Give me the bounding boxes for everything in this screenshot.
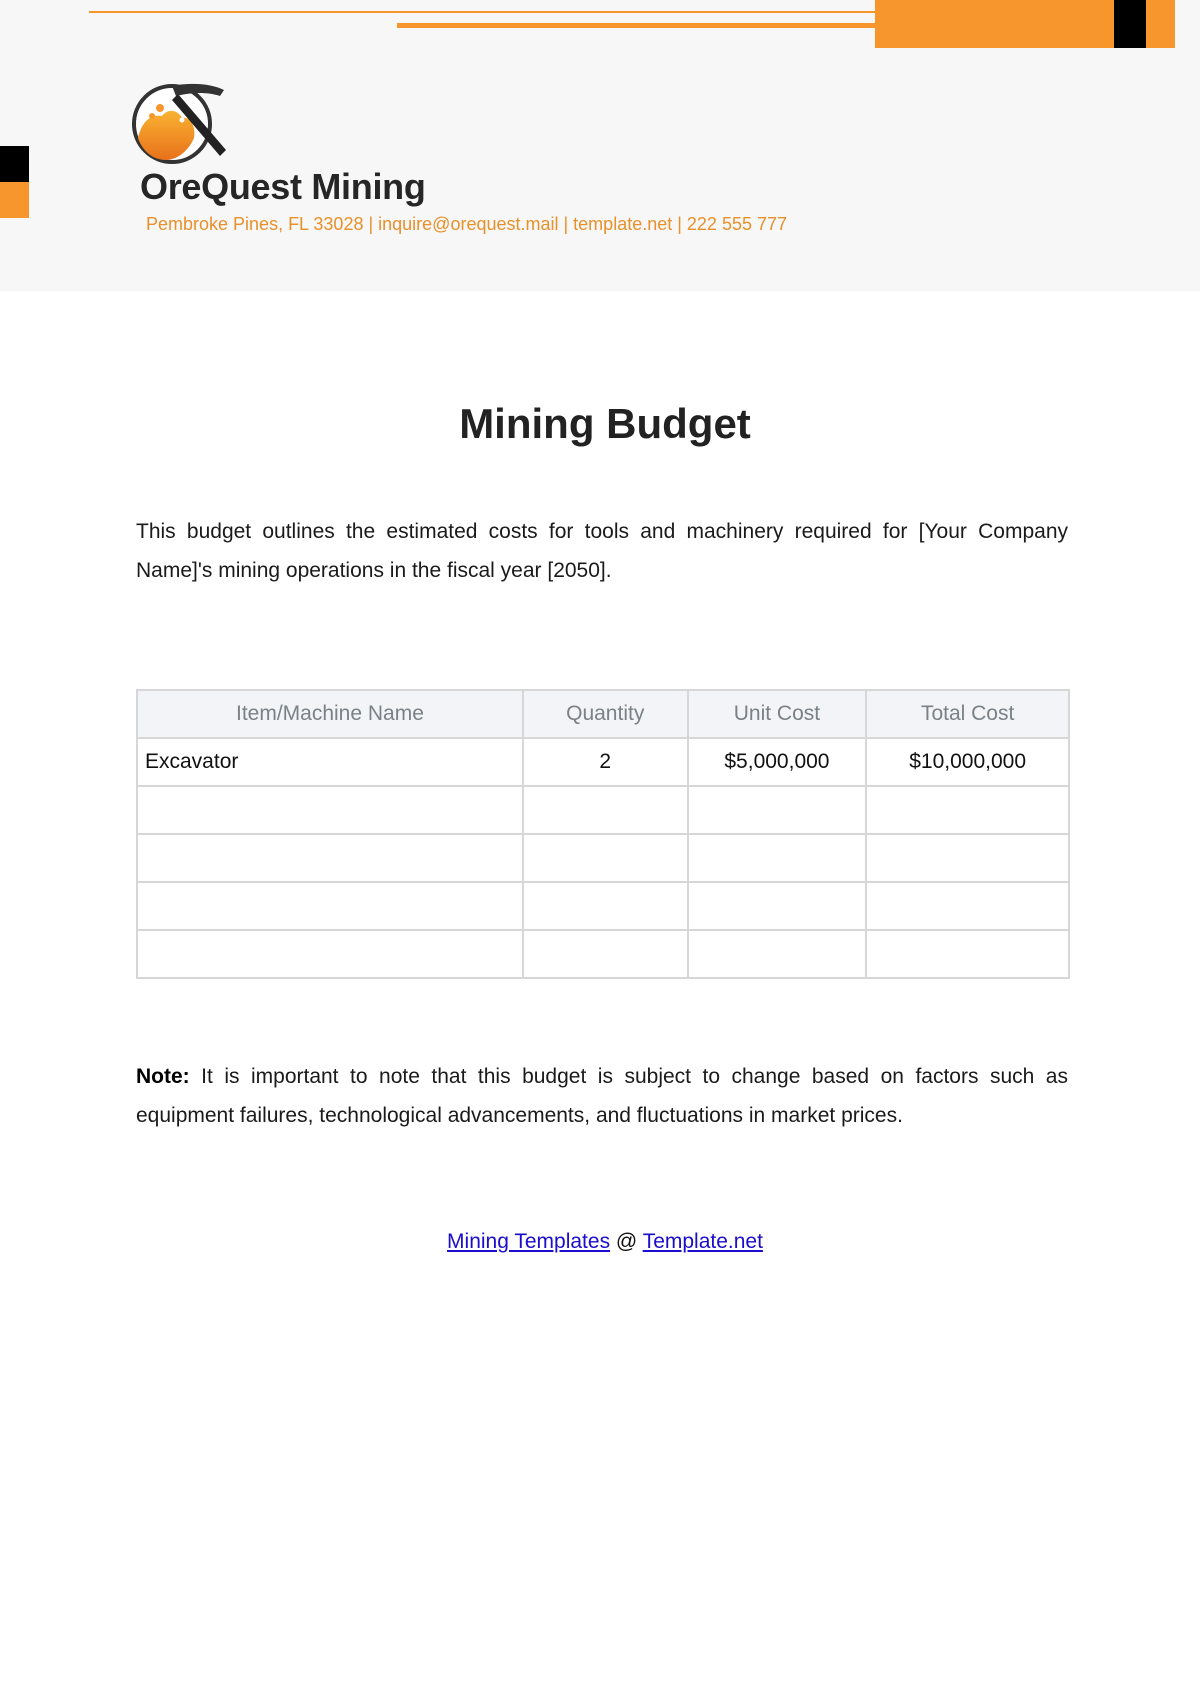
table-row [137,834,1069,882]
cell-item [137,930,523,978]
table-row [137,882,1069,930]
footer [0,1230,1200,1254]
mining-templates-link[interactable]: Mining Templates [447,1230,611,1253]
column-header-item: Item/Machine Name [137,690,523,738]
cell-item [137,882,523,930]
template-net-link[interactable]: Template.net [642,1230,763,1253]
intro-paragraph: This budget outlines the estimated costs for tools and machinery required for [Your Company Name]'s mining operations in the fiscal year [2050]. [136,520,1068,582]
budget-table [136,689,1070,979]
document-title: Mining Budget [459,400,751,447]
cell-quantity [523,786,688,834]
column-header-total-cost: Total Cost [866,690,1069,738]
cell-unit-cost [688,786,867,834]
company-name: OreQuest Mining [140,166,426,207]
cell-item [137,786,523,834]
cell-unit-cost: $5,000,000 [688,738,867,786]
cell-quantity [523,930,688,978]
decorative-side-orange-block [0,182,29,218]
cell-total-cost [866,930,1069,978]
cell-unit-cost [688,882,867,930]
table-header-row [137,690,1069,738]
cell-quantity: 2 [523,738,688,786]
footer-separator: @ [610,1230,643,1253]
cell-item [137,834,523,882]
cell-item: Excavator [137,738,523,786]
table-row [137,738,1069,786]
table-row [137,930,1069,978]
column-header-quantity: Quantity [523,690,688,738]
cell-quantity [523,882,688,930]
cell-total-cost: $10,000,000 [866,738,1069,786]
cell-unit-cost [688,930,867,978]
letterhead [0,0,1200,291]
cell-quantity [523,834,688,882]
contact-line: Pembroke Pines, FL 33028 | inquire@orequest.mail | template.net | 222 555 777 [146,214,788,234]
decorative-thick-line [397,23,875,28]
note-text: It is important to note that this budget is subject to change based on factors such as equipment failures, technological advancements, and fluctuations in market prices. [136,1065,1068,1127]
cell-total-cost [866,834,1069,882]
column-header-unit-cost: Unit Cost [688,690,867,738]
decorative-black-block [1114,0,1146,48]
pickaxe-ore-logo-icon [132,80,236,168]
table-row [137,786,1069,834]
decorative-thin-line [89,11,875,13]
cell-unit-cost [688,834,867,882]
cell-total-cost [866,786,1069,834]
note-label: Note: [136,1065,190,1088]
note-paragraph [136,1057,1068,1135]
cell-total-cost [866,882,1069,930]
decorative-side-black-block [0,146,29,182]
